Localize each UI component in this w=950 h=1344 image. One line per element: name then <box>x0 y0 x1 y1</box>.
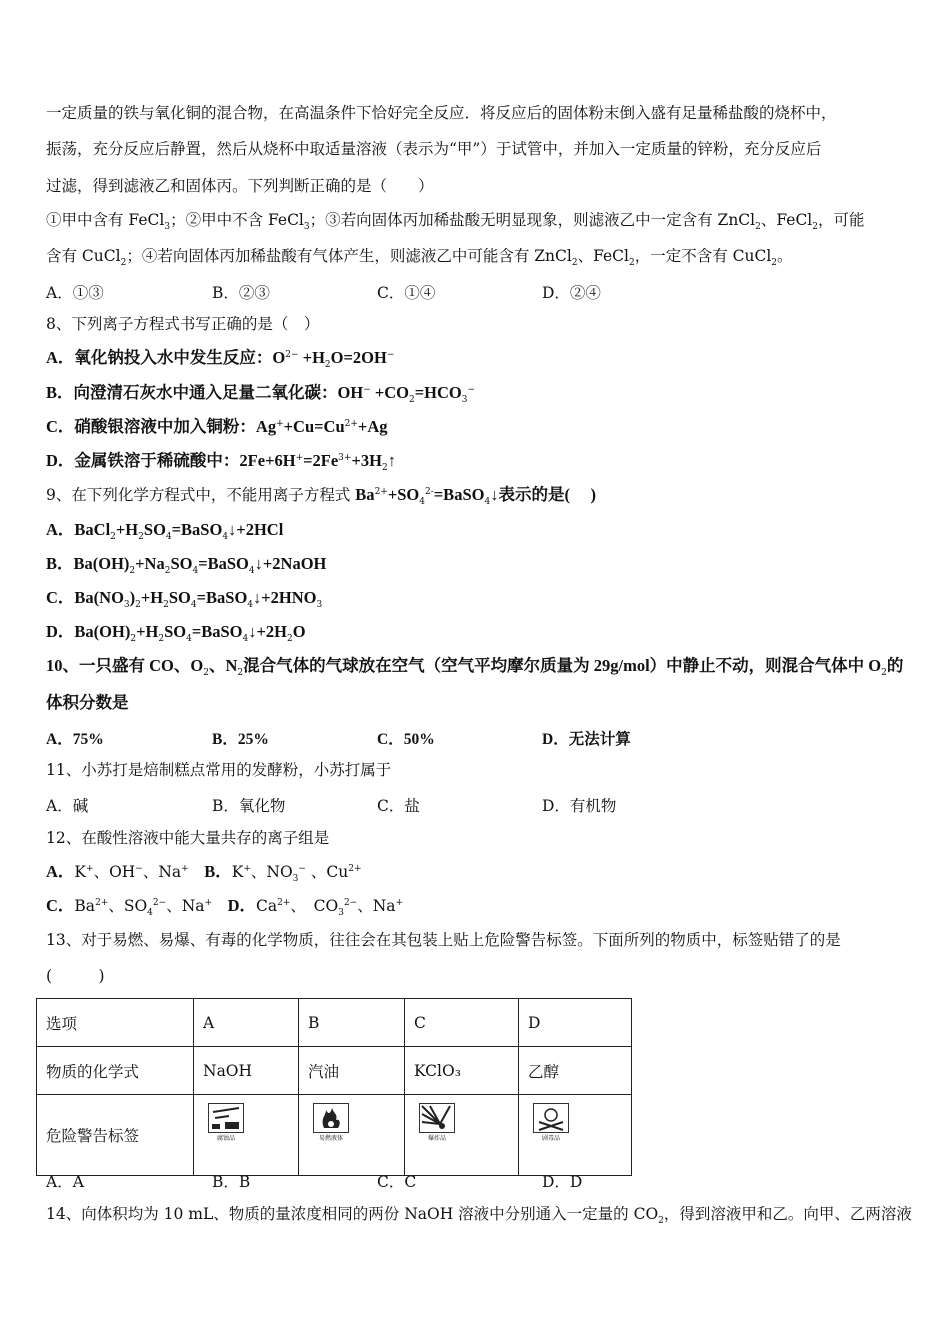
text-line <box>46 930 841 950</box>
text-segment: A．氧化钠投入水中发生反应： <box>46 348 273 367</box>
text-segment: 14、向体积均为 10 mL、物质的量浓度相同的两份 NaOH 溶液中分别通入一定量的 CO <box>46 1205 659 1223</box>
text-segment: +3H <box>351 451 382 470</box>
text-line <box>46 417 388 437</box>
cell-text: 乙醇 <box>528 1062 560 1081</box>
text-segment: 11、小苏打是焙制糕点常用的发酵粉，小苏打属于 <box>46 761 392 779</box>
toxic-hazard-icon <box>533 1103 569 1142</box>
text-segment: 8、下列离子方程式书写正确的是（ ） <box>46 315 320 333</box>
text-segment: O <box>292 622 306 641</box>
hazard-label-text: 剧毒品 <box>541 1135 560 1142</box>
superscript: 2- <box>425 486 434 497</box>
text-segment: C．Ba(NO <box>46 588 124 607</box>
text-segment: 9、在下列化学方程式中，不能用离子方程式 <box>46 486 356 504</box>
text-line <box>46 451 396 474</box>
subscript: 2 <box>203 668 209 679</box>
subscript: 2 <box>755 222 761 233</box>
subscript: 4 <box>242 634 249 645</box>
text-segment: 、FeCl <box>760 211 813 229</box>
cell-text: 危险警告标签 <box>46 1127 140 1145</box>
corrosive-hazard-icon <box>208 1103 244 1142</box>
superscript: + <box>395 897 404 908</box>
subscript: 2 <box>771 258 778 269</box>
text-segment: ) <box>129 588 136 607</box>
text-segment: 、Na <box>357 897 396 915</box>
subscript: 3 <box>123 600 130 611</box>
text-line <box>46 656 904 679</box>
cell-text: B <box>308 1013 320 1032</box>
answer-option: B．②③ <box>212 284 270 302</box>
subscript: 2 <box>571 258 578 269</box>
hazard-label-table <box>36 998 632 1176</box>
hazard-label-text: 爆炸品 <box>427 1135 446 1142</box>
text-line <box>46 554 327 577</box>
superscript: 2+ <box>344 418 358 429</box>
text-segment: 、OH <box>93 863 136 881</box>
superscript: + <box>276 418 284 429</box>
text-segment: 、N <box>208 656 238 675</box>
answer-option: B．25% <box>212 731 269 748</box>
subscript: 4 <box>165 532 172 543</box>
subscript: 2 <box>138 532 144 543</box>
table-cell <box>194 1095 299 1176</box>
table-cell <box>37 1047 194 1095</box>
cell-text: A <box>203 1013 215 1032</box>
table-cell <box>37 999 194 1047</box>
text-segment: 。 <box>777 247 793 265</box>
text-line <box>46 348 395 371</box>
text-segment: OH <box>337 383 364 402</box>
subscript: 2 <box>324 360 331 371</box>
text-segment: ，可能 <box>818 211 865 229</box>
text-segment: +Ag <box>357 417 388 436</box>
text-segment: ( ) <box>46 967 105 985</box>
text-segment: +SO <box>387 485 420 504</box>
table-cell <box>405 1095 519 1176</box>
cell-text: NaOH <box>203 1061 253 1080</box>
superscript: 3+ <box>338 452 352 463</box>
answer-option: B．氧化物 <box>212 797 286 815</box>
subscript: 3 <box>338 908 344 919</box>
text-line <box>46 383 476 406</box>
text-line <box>46 828 329 848</box>
text-segment: Ag <box>255 417 277 436</box>
text-segment: =HCO <box>414 383 462 402</box>
text-segment: 、NO <box>250 863 293 881</box>
answer-option: C．①④ <box>377 284 436 302</box>
subscript: 2 <box>120 258 127 269</box>
text-segment: Ba <box>74 897 96 915</box>
subscript: 2 <box>237 668 244 679</box>
subscript: 2 <box>881 668 887 679</box>
text-line <box>46 246 793 269</box>
text-segment: C． <box>46 896 75 915</box>
answer-option: C．50% <box>377 731 435 748</box>
text-line <box>46 588 323 611</box>
superscript: 2+ <box>95 897 109 908</box>
superscript: 2+ <box>348 863 362 874</box>
text-segment: 过滤，得到滤液乙和固体丙。下列判断正确的是（ ） <box>46 177 434 195</box>
superscript: − <box>386 349 395 360</box>
subscript: 2 <box>628 258 635 269</box>
superscript: 2− <box>343 897 358 908</box>
subscript: 2 <box>135 600 141 611</box>
table-cell <box>405 1047 519 1095</box>
subscript: 4 <box>186 634 192 645</box>
text-segment: 含有 CuCl <box>46 247 121 265</box>
answer-option: D．D <box>542 1173 583 1191</box>
text-segment: =BaSO <box>196 588 248 607</box>
superscript: + <box>295 452 304 463</box>
superscript: − <box>467 384 476 395</box>
subscript: 3 <box>303 222 310 233</box>
text-line <box>46 520 284 543</box>
answer-option: C．盐 <box>377 797 420 815</box>
subscript: 4 <box>147 908 153 919</box>
answer-option: A．75% <box>46 731 104 748</box>
text-segment: 、Cu <box>305 863 349 881</box>
text-line <box>46 622 306 645</box>
subscript: 4 <box>222 532 229 543</box>
text-segment: =BaSO <box>433 485 485 504</box>
text-segment: 、Na <box>166 897 205 915</box>
subscript: 2 <box>812 222 818 233</box>
cell-text: KClO₃ <box>414 1061 461 1080</box>
subscript: 2 <box>158 634 165 645</box>
cell-text: 选项 <box>46 1014 78 1033</box>
explosive-hazard-icon <box>419 1103 455 1142</box>
answer-option: A．碱 <box>46 797 89 815</box>
superscript: 2− <box>285 349 299 360</box>
text-segment: ↓+2H <box>248 622 287 641</box>
table-cell <box>519 999 632 1047</box>
cell-text: 汽油 <box>308 1062 340 1081</box>
table-row <box>37 1095 632 1176</box>
superscript: + <box>181 863 189 874</box>
superscript: + <box>243 863 251 874</box>
subscript: 3 <box>292 874 299 885</box>
text-segment: D．金属铁溶于稀硫酸中： <box>46 451 240 470</box>
text-segment: ↓+2HCl <box>228 520 284 539</box>
subscript: 2 <box>130 634 137 645</box>
superscript: 2+ <box>277 897 291 908</box>
text-segment: 2Fe+6H <box>239 451 296 470</box>
superscript: − <box>363 384 371 395</box>
text-segment: +Na <box>135 554 165 573</box>
text-segment: =BaSO <box>198 554 249 573</box>
text-segment: 12、在酸性溶液中能大量共存的离子组是 <box>46 829 330 847</box>
text-segment: 、FeCl <box>577 247 629 265</box>
subscript: 2 <box>286 634 293 645</box>
text-segment: A．BaCl <box>46 520 111 539</box>
text-line <box>46 760 391 780</box>
text-segment: ↑ <box>387 451 396 470</box>
answer-option: B．B <box>212 1173 251 1191</box>
table-row <box>37 999 632 1047</box>
text-segment: SO <box>168 588 191 607</box>
subscript: 2 <box>658 1216 664 1227</box>
flammable-hazard-icon <box>313 1103 349 1142</box>
subscript: 2 <box>110 532 116 543</box>
table-cell <box>194 999 299 1047</box>
text-segment: 的 <box>886 656 904 675</box>
text-line <box>46 693 129 713</box>
subscript: 2 <box>409 395 415 406</box>
text-segment: 一定质量的铁与氧化铜的混合物，在高温条件下恰好完全反应．将反应后的固体粉末倒入盛有足量稀盐酸的烧杯中， <box>46 104 837 122</box>
text-segment: 体积分数是 <box>46 693 129 712</box>
subscript: 3 <box>461 395 468 406</box>
answer-option: D．无法计算 <box>542 731 631 748</box>
answer-option: A．A <box>46 1173 84 1191</box>
subscript: 4 <box>247 600 254 611</box>
text-segment: O <box>272 348 286 367</box>
text-segment: ；④若向固体丙加稀盐酸有气体产生，则滤液乙中可能含有 ZnCl <box>126 247 572 265</box>
text-line <box>46 176 434 196</box>
text-segment: ①甲中含有 FeCl <box>46 211 165 229</box>
text-segment: B． <box>204 862 232 881</box>
text-segment: O=2OH <box>330 348 387 367</box>
text-segment: SO <box>170 554 193 573</box>
text-line <box>46 896 404 919</box>
subscript: 4 <box>248 566 255 577</box>
cell-text: 物质的化学式 <box>46 1062 140 1081</box>
superscript: + <box>86 863 94 874</box>
text-segment <box>212 897 228 915</box>
subscript: 2 <box>129 566 136 577</box>
superscript: + <box>204 897 213 908</box>
text-segment: C．硝酸银溶液中加入铜粉： <box>46 417 256 436</box>
hazard-label-text: 易燃液体 <box>318 1135 343 1142</box>
text-segment: =BaSO <box>191 622 243 641</box>
superscript: − <box>298 863 306 874</box>
text-segment: K <box>74 863 87 881</box>
text-segment: +H <box>136 622 159 641</box>
text-segment: ↓+2NaOH <box>254 554 327 573</box>
text-segment: Ca <box>255 897 278 915</box>
text-segment: K <box>231 863 244 881</box>
text-segment: Ba <box>355 485 375 504</box>
text-segment: SO <box>164 622 187 641</box>
superscript: − <box>135 863 143 874</box>
subscript: 4 <box>190 600 197 611</box>
text-segment: ，得到溶液甲和乙。向甲、乙两溶液 <box>663 1205 912 1223</box>
answer-option: D．②④ <box>542 284 601 302</box>
text-line <box>46 210 865 233</box>
text-segment: 振荡，充分反应后静置，然后从烧杯中取适量溶液（表示为“甲”）于试管中，并加入一定质量的锌粉，充分反应后 <box>46 140 822 158</box>
text-segment: SO <box>143 520 166 539</box>
subscript: 2 <box>164 566 171 577</box>
subscript: 4 <box>419 497 425 508</box>
text-segment: 、SO <box>108 897 148 915</box>
table-cell <box>299 999 405 1047</box>
table-cell <box>194 1047 299 1095</box>
table-cell <box>37 1095 194 1176</box>
table-cell <box>519 1047 632 1095</box>
subscript: 2 <box>381 463 388 474</box>
text-segment: 、 CO <box>290 897 339 915</box>
table-row <box>37 1047 632 1095</box>
text-segment: D． <box>227 896 256 915</box>
text-line <box>46 966 105 986</box>
hazard-label-text: 腐蚀品 <box>216 1135 235 1142</box>
text-segment: 、Na <box>142 863 182 881</box>
text-segment: ，一定不含有 CuCl <box>634 247 772 265</box>
answer-option: C．C <box>377 1173 417 1191</box>
text-segment: ↓+2HNO <box>253 588 317 607</box>
text-segment: +H <box>115 520 139 539</box>
table-cell <box>405 999 519 1047</box>
text-line <box>46 485 597 508</box>
text-segment: D．Ba(OH) <box>46 622 131 641</box>
text-segment: =2Fe <box>303 451 339 470</box>
text-segment: =BaSO <box>171 520 223 539</box>
text-segment: +H <box>140 588 164 607</box>
text-segment: B．向澄清石灰水中通入足量二氧化碳： <box>46 383 338 402</box>
text-line <box>46 139 821 159</box>
cell-text: D <box>528 1013 541 1032</box>
text-segment: A． <box>46 862 75 881</box>
superscript: 2+ <box>374 486 388 497</box>
text-segment: 13、对于易燃、易爆、有毒的化学物质，往往会在其包装上贴上危险警告标签。下面所列的物质中，标签贴错了的是 <box>46 931 841 949</box>
subscript: 2 <box>163 600 169 611</box>
question-14 <box>46 1204 912 1227</box>
table-cell <box>299 1095 405 1176</box>
cell-text: C <box>414 1013 426 1032</box>
subscript: 4 <box>192 566 199 577</box>
table-cell <box>299 1047 405 1095</box>
text-segment: B．Ba(OH) <box>46 554 130 573</box>
text-segment: +Cu=Cu <box>283 417 345 436</box>
text-segment: ；②甲中不含 FeCl <box>170 211 304 229</box>
text-line <box>46 314 319 334</box>
subscript: 3 <box>164 222 171 233</box>
text-segment: 10、一只盛有 CO、O <box>46 656 204 675</box>
subscript: 4 <box>484 497 491 508</box>
answer-option: A．①③ <box>46 284 104 302</box>
text-segment: 混合气体的气球放在空气（空气平均摩尔质量为 29g/mol）中静止不动，则混合气体中 O <box>243 656 882 675</box>
text-segment <box>189 863 205 881</box>
text-segment: ↓表示的是( ) <box>490 485 597 504</box>
text-segment: ；③若向固体丙加稀盐酸无明显现象，则滤液乙中一定含有 ZnCl <box>309 211 756 229</box>
answer-option: D．有机物 <box>542 797 617 815</box>
text-line <box>46 862 362 885</box>
text-segment: +H <box>298 348 325 367</box>
text-line <box>46 103 837 123</box>
superscript: 2− <box>152 897 167 908</box>
subscript: 3 <box>316 600 323 611</box>
table-cell <box>519 1095 632 1176</box>
text-segment: +CO <box>370 383 410 402</box>
